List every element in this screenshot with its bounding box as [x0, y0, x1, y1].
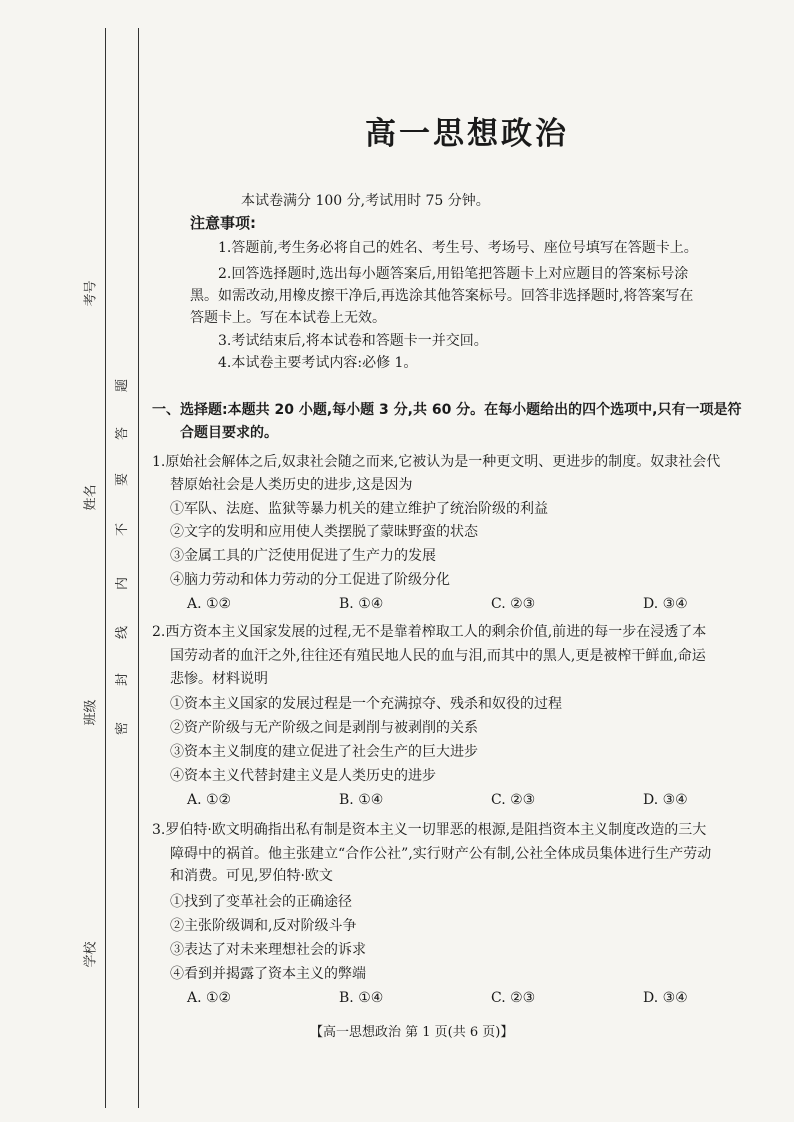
answer-option: C. ②③: [491, 596, 536, 612]
question-stem: 2.西方资本主义国家发展的过程,无不是靠着榨取工人的剩余价值,前进的每一步在浸透了本: [152, 624, 707, 640]
note-line: 3.考试结束后,将本试卷和答题卡一并交回。: [218, 333, 488, 349]
seal-char: 要: [115, 472, 131, 487]
page-title: 高一思想政治: [365, 116, 569, 152]
seal-char: 密: [115, 721, 131, 736]
question-item: ③金属工具的广泛使用促进了生产力的发展: [170, 548, 436, 564]
note-line: 4.本试卷主要考试内容:必修 1。: [218, 355, 418, 371]
question-stem: 3.罗伯特·欧文明确指出私有制是资本主义一切罪恶的根源,是阻挡资本主义制度改造的三大: [152, 822, 707, 838]
answer-option: C. ②③: [491, 990, 536, 1006]
seal-char: 线: [115, 625, 131, 640]
question-item: ①找到了变革社会的正确途径: [170, 894, 352, 910]
question-item: ③表达了对未来理想社会的诉求: [170, 942, 366, 958]
answer-option: B. ①④: [339, 990, 384, 1006]
note-line: 1.答题前,考生务必将自己的姓名、考生号、考场号、座位号填写在答题卡上。: [218, 240, 698, 256]
section-heading: 合题目要求的。: [180, 425, 278, 441]
exam-number-label: 考号: [83, 280, 99, 307]
question-stem: 国劳动者的血汗之外,往往还有殖民地人民的血与泪,而其中的黑人,更是被榨干鲜血,命运: [170, 648, 706, 664]
note-line: 黑。如需改动,用橡皮擦干净后,再选涂其他答案标号。回答非选择题时,将答案写在: [190, 288, 694, 304]
question-stem: 悲惨。材料说明: [170, 671, 268, 687]
binding-line-inner: [138, 28, 139, 1108]
page-footer: 【高一思想政治 第 1 页(共 6 页)】: [310, 1025, 514, 1040]
question-item: ②主张阶级调和,反对阶级斗争: [170, 918, 357, 934]
question-item: ④脑力劳动和体力劳动的分工促进了阶级分化: [170, 572, 450, 588]
exam-info: 本试卷满分 100 分,考试用时 75 分钟。: [241, 193, 490, 209]
note-line: 2.回答选择题时,选出每小题答案后,用铅笔把答题卡上对应题目的答案标号涂: [218, 266, 689, 282]
section-heading: 一、选择题:本题共 20 小题,每小题 3 分,共 60 分。在每小题给出的四个选项中,只有一项是符: [152, 402, 742, 418]
question-item: ④资本主义代替封建主义是人类历史的进步: [170, 768, 436, 784]
seal-char: 不: [115, 522, 131, 537]
seal-char: 答: [115, 426, 131, 441]
answer-option: D. ③④: [643, 596, 688, 612]
question-item: ①资本主义国家的发展过程是一个充满掠夺、残杀和奴役的过程: [170, 696, 562, 712]
seal-char: 内: [115, 576, 131, 591]
seal-char: 封: [115, 672, 131, 687]
question-item: ②资产阶级与无产阶级之间是剥削与被剥削的关系: [170, 720, 478, 736]
question-item: ④看到并揭露了资本主义的弊端: [170, 966, 366, 982]
answer-option: B. ①④: [339, 596, 384, 612]
answer-option: B. ①④: [339, 792, 384, 808]
question-item: ①军队、法庭、监狱等暴力机关的建立维护了统治阶级的利益: [170, 501, 548, 517]
name-label: 姓名: [83, 484, 99, 511]
question-stem: 障碍中的祸首。他主张建立“合作公社”,实行财产公有制,公社全体成员集体进行生产劳动: [170, 846, 712, 862]
answer-option: A. ①②: [187, 792, 232, 808]
question-stem: 替原始社会是人类历史的进步,这是因为: [170, 477, 413, 493]
notes-heading: 注意事项:: [190, 214, 256, 232]
seal-char: 题: [115, 378, 131, 393]
answer-option: D. ③④: [643, 990, 688, 1006]
question-stem: 1.原始社会解体之后,奴隶社会随之而来,它被认为是一种更文明、更进步的制度。奴隶社会代: [152, 454, 721, 470]
question-item: ②文字的发明和应用使人类摆脱了蒙昧野蛮的状态: [170, 524, 478, 540]
binding-line-outer: [105, 28, 106, 1108]
class-label: 班级: [83, 699, 99, 726]
answer-option: D. ③④: [643, 792, 688, 808]
answer-option: C. ②③: [491, 792, 536, 808]
question-stem: 和消费。可见,罗伯特·欧文: [170, 868, 333, 884]
note-line: 答题卡上。写在本试卷上无效。: [190, 310, 386, 326]
answer-option: A. ①②: [187, 596, 232, 612]
school-label: 学校: [83, 941, 99, 968]
question-item: ③资本主义制度的建立促进了社会生产的巨大进步: [170, 744, 478, 760]
answer-option: A. ①②: [187, 990, 232, 1006]
